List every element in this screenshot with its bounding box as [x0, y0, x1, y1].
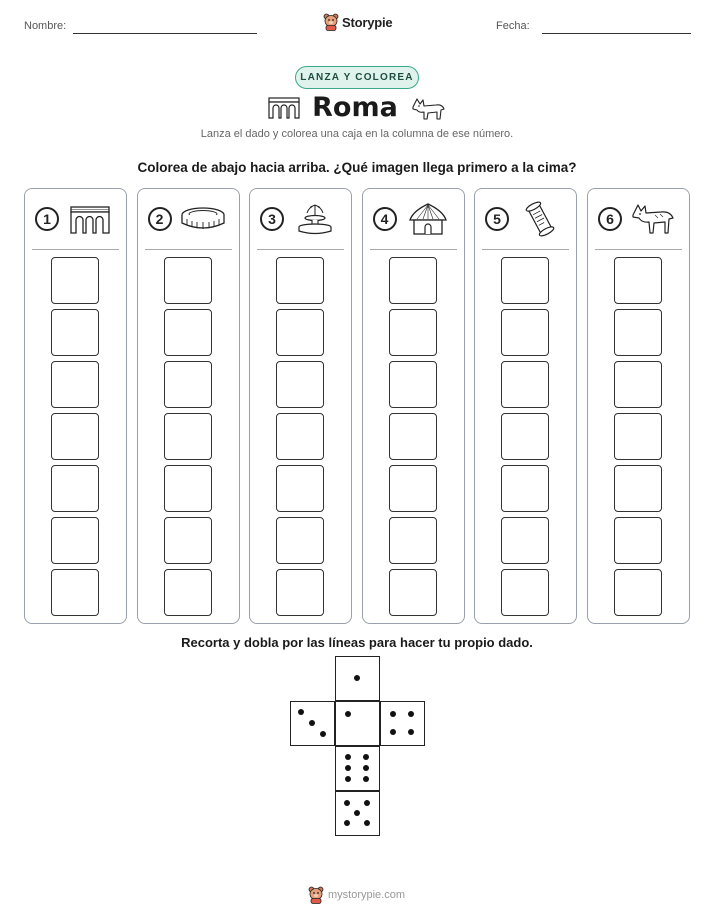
- colosseum-icon: [180, 201, 226, 237]
- color-box[interactable]: [501, 465, 549, 512]
- date-label: Fecha:: [496, 20, 530, 32]
- column-divider: [32, 249, 119, 250]
- color-box[interactable]: [614, 517, 662, 564]
- die-pip: [364, 820, 370, 826]
- column-number: 6: [598, 207, 622, 231]
- die-face-3: [290, 701, 335, 746]
- column-header: [260, 201, 342, 241]
- die-pip: [363, 776, 369, 782]
- color-box[interactable]: [389, 413, 437, 460]
- columns-grid: [24, 188, 690, 624]
- die-pip: [408, 729, 414, 735]
- color-box[interactable]: [51, 465, 99, 512]
- aqueduct-icon: [268, 97, 300, 119]
- die-face-6: [335, 746, 380, 791]
- die-pip: [354, 675, 360, 681]
- die-face-1: [335, 656, 380, 701]
- die-pip: [345, 754, 351, 760]
- bear-icon: [308, 886, 324, 904]
- wolf-icon: [410, 95, 446, 121]
- footer-url[interactable]: mystorypie.com: [328, 889, 406, 901]
- die-pip: [390, 711, 396, 717]
- color-box[interactable]: [501, 257, 549, 304]
- title-row: [0, 92, 714, 123]
- column-5: [474, 188, 577, 624]
- color-box[interactable]: [51, 413, 99, 460]
- color-box[interactable]: [164, 309, 212, 356]
- column-header: [35, 201, 117, 241]
- column-number: 5: [485, 207, 509, 231]
- color-box[interactable]: [276, 569, 324, 616]
- color-box[interactable]: [389, 257, 437, 304]
- column-header: [598, 201, 680, 241]
- column-1: [24, 188, 127, 624]
- color-box[interactable]: [164, 465, 212, 512]
- color-box[interactable]: [164, 569, 212, 616]
- color-box[interactable]: [276, 361, 324, 408]
- die-pip: [390, 729, 396, 735]
- color-box[interactable]: [51, 517, 99, 564]
- die-pip: [344, 800, 350, 806]
- color-box[interactable]: [389, 309, 437, 356]
- column-number: 4: [373, 207, 397, 231]
- cut-instruction: Recorta y dobla por las líneas para hacer tu propio dado.: [181, 635, 533, 650]
- column-header: [373, 201, 455, 241]
- color-box[interactable]: [51, 569, 99, 616]
- color-box[interactable]: [51, 257, 99, 304]
- die-pip: [408, 711, 414, 717]
- column-number: 1: [35, 207, 59, 231]
- die-pip: [344, 820, 350, 826]
- color-box[interactable]: [389, 569, 437, 616]
- color-box[interactable]: [276, 257, 324, 304]
- column-4: [362, 188, 465, 624]
- die-pip: [363, 765, 369, 771]
- column-header: [485, 201, 567, 241]
- page-title: Roma: [312, 92, 398, 123]
- column-2: [137, 188, 240, 624]
- subtitle: Lanza el dado y colorea una caja en la columna de ese número.: [200, 128, 514, 140]
- column-number: 2: [148, 207, 172, 231]
- color-box[interactable]: [276, 517, 324, 564]
- color-box[interactable]: [389, 465, 437, 512]
- color-box[interactable]: [276, 309, 324, 356]
- column-6: [587, 188, 690, 624]
- color-box[interactable]: [501, 309, 549, 356]
- die-pip: [345, 765, 351, 771]
- bear-icon: [323, 13, 339, 31]
- color-box[interactable]: [501, 413, 549, 460]
- color-box[interactable]: [614, 257, 662, 304]
- name-label: Nombre:: [24, 20, 67, 32]
- column-header: [148, 201, 230, 241]
- column-3: [249, 188, 352, 624]
- column-divider: [145, 249, 232, 250]
- die-pip: [363, 754, 369, 760]
- color-box[interactable]: [164, 361, 212, 408]
- die-pip: [354, 810, 360, 816]
- name-line[interactable]: [73, 33, 257, 34]
- footer: [308, 886, 405, 904]
- aqueduct-icon: [67, 201, 113, 237]
- color-box[interactable]: [614, 309, 662, 356]
- die-pip: [309, 720, 315, 726]
- color-box[interactable]: [614, 569, 662, 616]
- color-box[interactable]: [51, 361, 99, 408]
- color-box[interactable]: [276, 413, 324, 460]
- die-pip: [345, 711, 351, 717]
- column-divider: [595, 249, 682, 250]
- color-box[interactable]: [614, 413, 662, 460]
- die-pip: [298, 709, 304, 715]
- color-box[interactable]: [614, 361, 662, 408]
- color-box[interactable]: [501, 517, 549, 564]
- color-box[interactable]: [164, 257, 212, 304]
- activity-badge: LANZA Y COLOREA: [295, 66, 419, 89]
- die-pip: [320, 731, 326, 737]
- wolf-icon: [630, 201, 676, 237]
- scroll-icon: [517, 201, 563, 237]
- color-box[interactable]: [614, 465, 662, 512]
- color-box[interactable]: [164, 413, 212, 460]
- color-box[interactable]: [389, 361, 437, 408]
- die-face-5: [335, 791, 380, 836]
- column-number: 3: [260, 207, 284, 231]
- date-line[interactable]: [542, 33, 691, 34]
- color-box[interactable]: [276, 465, 324, 512]
- column-divider: [482, 249, 569, 250]
- instruction: Colorea de abajo hacia arriba. ¿Qué imagen llega primero a la cima?: [137, 160, 577, 175]
- die-pip: [364, 800, 370, 806]
- hut-icon: [405, 201, 451, 237]
- color-box[interactable]: [389, 517, 437, 564]
- color-box[interactable]: [51, 309, 99, 356]
- color-box[interactable]: [501, 569, 549, 616]
- color-box[interactable]: [164, 517, 212, 564]
- brand-name: Storypie: [342, 14, 393, 30]
- column-divider: [257, 249, 344, 250]
- die-face-1: [335, 701, 380, 746]
- color-box[interactable]: [501, 361, 549, 408]
- die-pip: [345, 776, 351, 782]
- column-divider: [370, 249, 457, 250]
- die-face-4: [380, 701, 425, 746]
- brand-logo: [323, 13, 392, 31]
- fountain-icon: [292, 201, 338, 237]
